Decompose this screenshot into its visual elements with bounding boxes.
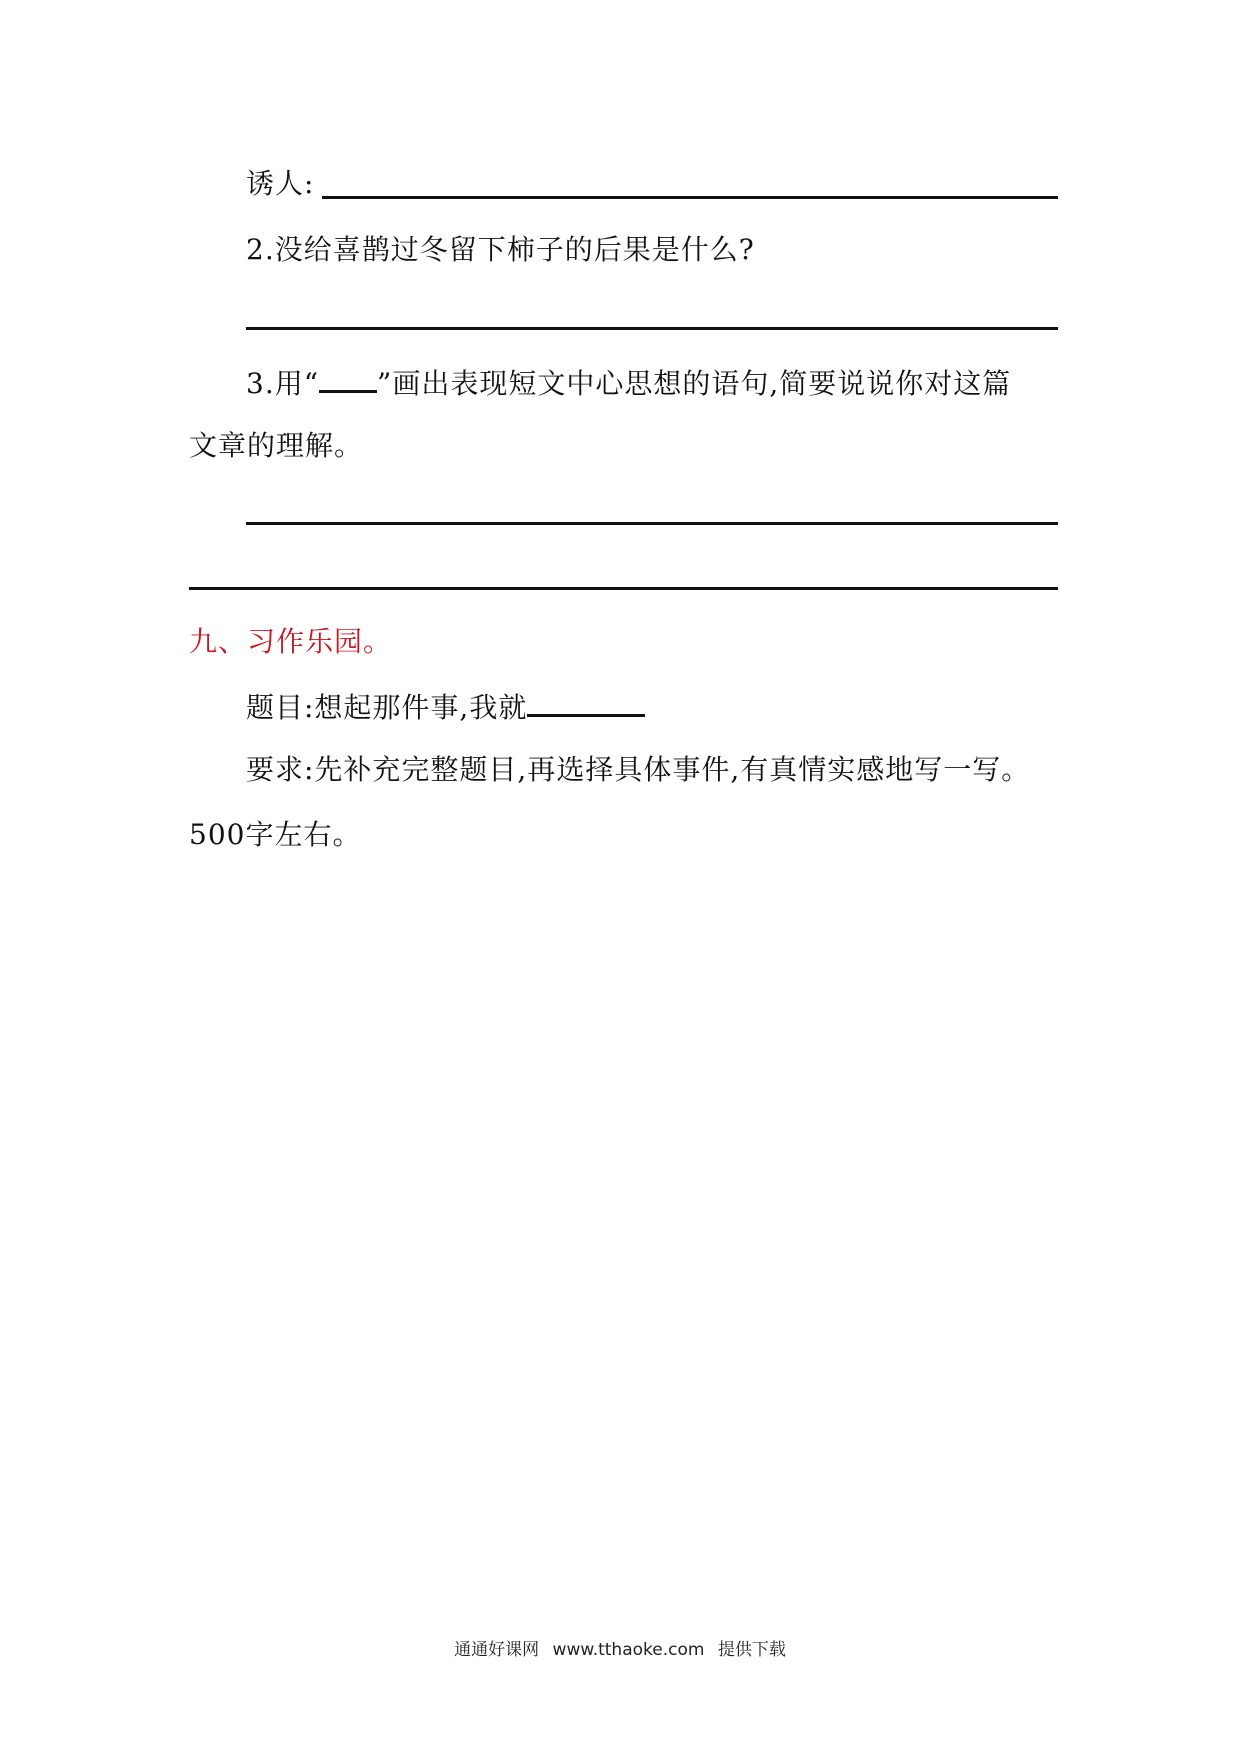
writing-topic-text: 题目:想起那件事,我就 (246, 691, 528, 724)
footer-site-name: 通通好课网 (454, 1640, 540, 1660)
answer-line-q3-1[interactable] (246, 522, 1058, 525)
footer-suffix: 提供下载 (717, 1640, 786, 1660)
page-footer (0, 1638, 1240, 1662)
question-3-suffix: ”画出表现短文中心思想的语句,简要说说你对这篇 (377, 367, 1012, 400)
induce-label: 诱人: (246, 167, 315, 200)
question-2: 2.没给喜鹊过冬留下柿子的后果是什么? (246, 233, 755, 266)
topic-blank[interactable] (527, 688, 645, 717)
question-3-line-2: 文章的理解。 (189, 429, 364, 462)
question-3-line-1 (246, 364, 1011, 402)
writing-requirement-line-2: 500字左右。 (189, 818, 362, 851)
writing-requirement-line-1: 要求:先补充完整题目,再选择具体事件,有真情实感地写一写。 (246, 753, 1031, 786)
answer-line-q3-2[interactable] (189, 587, 1058, 590)
section-9-heading: 九、习作乐园。 (189, 625, 393, 658)
writing-topic (246, 688, 645, 726)
answer-line-induce[interactable] (322, 196, 1058, 199)
answer-line-q2[interactable] (246, 327, 1058, 330)
underline-marker-sample (319, 364, 377, 393)
footer-url[interactable]: www.tthaoke.com (552, 1640, 705, 1660)
question-3-prefix: 3.用“ (246, 367, 320, 400)
